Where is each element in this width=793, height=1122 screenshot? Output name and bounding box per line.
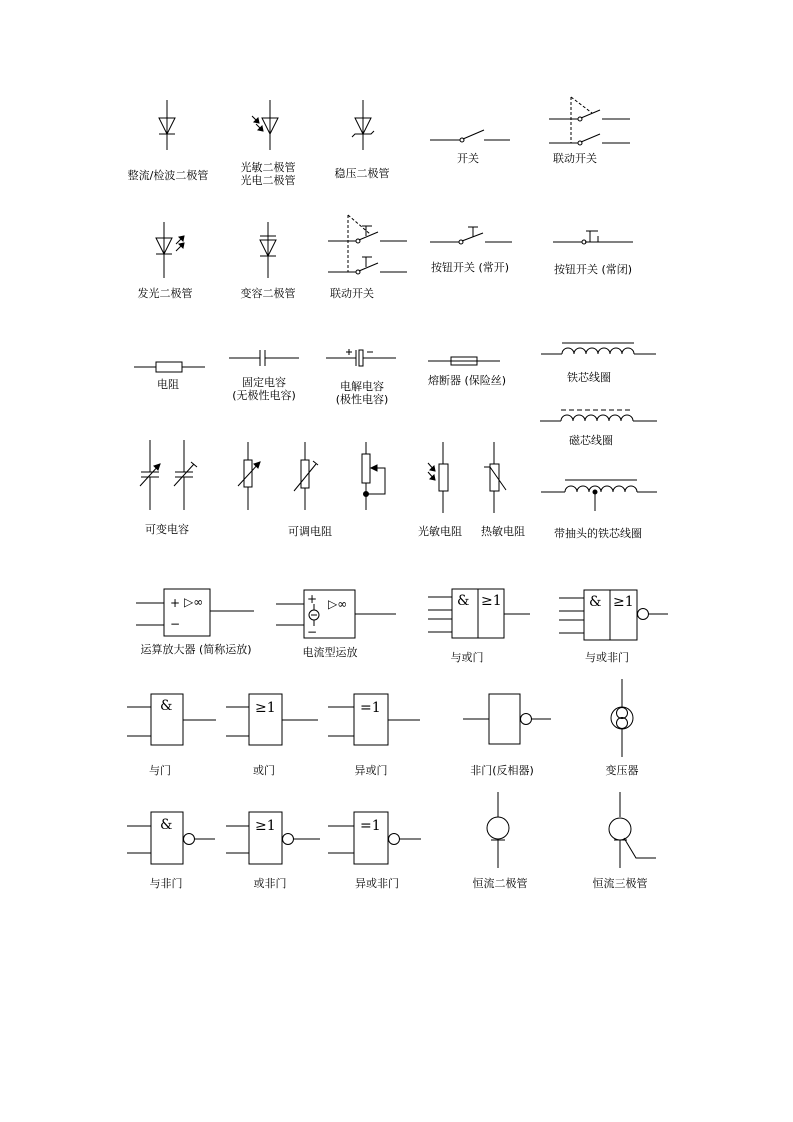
or-gate-glyph: ≥1	[255, 700, 276, 716]
zener-diode-symbol	[352, 100, 374, 150]
iron-core-coil-label: 铁芯线圈	[567, 371, 611, 384]
magnetic-core-coil-label: 磁芯线圈	[569, 434, 613, 447]
electrolytic-capacitor-label-2: (极性电容)	[335, 393, 389, 406]
led-label: 发光二极管	[137, 287, 193, 300]
current-opamp-triangle-infinity: ▷∞	[328, 597, 348, 611]
current-opamp-label: 电流型运放	[302, 646, 358, 659]
nand-gate-glyph: &	[160, 817, 173, 833]
current-diode-label: 恒流二极管	[472, 877, 528, 890]
and-or-gate-and-glyph: &	[457, 593, 470, 609]
and-or-gate-or-glyph: ≥1	[481, 593, 502, 609]
switch-symbol	[430, 130, 510, 142]
xnor-gate-glyph: =1	[360, 818, 381, 834]
fuse-symbol	[428, 357, 500, 365]
electrolytic-capacitor-symbol	[326, 349, 396, 366]
adjustable-resistor-symbols	[238, 442, 385, 510]
not-gate-label: 非门(反相器)	[470, 764, 534, 777]
thermistor-label: 热敏电阻	[481, 525, 525, 538]
variable-capacitor-label: 可变电容	[145, 523, 189, 536]
nand-gate-label: 与非门	[149, 877, 183, 890]
current-triode-symbol	[609, 792, 656, 868]
varactor-symbol	[260, 222, 276, 278]
iron-core-coil-symbol	[541, 343, 656, 354]
opamp-minus-sign: −	[170, 617, 181, 631]
transformer-symbol	[611, 679, 633, 757]
nor-gate-label: 或非门	[253, 877, 287, 890]
fixed-capacitor-label-2: (无极性电容)	[232, 389, 296, 402]
linked-switch-label: 联动开关	[553, 152, 597, 165]
tapped-coil-symbol	[541, 480, 657, 511]
current-opamp-minus-sign: −	[307, 625, 318, 639]
and-or-not-gate-and-glyph: &	[589, 594, 602, 610]
xor-gate-glyph: =1	[360, 700, 381, 716]
electrolytic-capacitor-label-1: 电解电容	[340, 380, 384, 393]
fixed-capacitor-label-1: 固定电容	[242, 376, 286, 389]
thermistor-symbol	[484, 442, 506, 513]
variable-capacitor-symbol	[140, 440, 197, 510]
linked-switch-2-label: 联动开关	[330, 287, 374, 300]
adjustable-resistor-label: 可调电阻	[288, 525, 332, 538]
rectifier-diode-label: 整流/检波二极管	[127, 169, 209, 182]
opamp-plus-sign: +	[170, 596, 181, 610]
push-switch-no-label: 按钮开关 (常开)	[430, 261, 510, 274]
linked-switch-2-symbol	[328, 215, 407, 274]
photo-diode-label-1: 光敏二极管	[240, 161, 296, 174]
linked-switch-symbol	[549, 97, 630, 145]
opamp-label: 运算放大器 (简称运放)	[140, 643, 252, 656]
nor-gate-glyph: ≥1	[255, 818, 276, 834]
photo-resistor-label: 光敏电阻	[418, 525, 462, 538]
and-or-gate-label: 与或门	[450, 651, 484, 664]
magnetic-core-coil-symbol	[540, 410, 657, 421]
zener-diode-label: 稳压二极管	[334, 167, 390, 180]
xnor-gate-label: 异或非门	[355, 877, 399, 890]
xor-gate-label: 异或门	[354, 764, 388, 777]
photo-diode-symbol	[252, 100, 278, 150]
resistor-symbol	[134, 362, 205, 372]
resistor-label: 电阻	[157, 378, 179, 391]
current-opamp-plus-sign: +	[307, 592, 318, 606]
fixed-capacitor-symbol	[229, 350, 299, 366]
varactor-label: 变容二极管	[240, 287, 296, 300]
not-gate-symbol	[463, 694, 551, 744]
push-switch-nc-symbol	[553, 231, 633, 244]
push-switch-no-symbol	[430, 227, 512, 244]
fuse-label: 熔断器 (保险丝)	[427, 374, 507, 387]
current-triode-label: 恒流三极管	[592, 877, 648, 890]
and-or-not-gate-or-glyph: ≥1	[613, 594, 634, 610]
push-switch-nc-label: 按钮开关 (常闭)	[553, 263, 633, 276]
transformer-label: 变压器	[605, 764, 639, 777]
or-gate-label: 或门	[253, 764, 275, 777]
led-symbol	[156, 222, 184, 278]
switch-label: 开关	[457, 152, 479, 165]
and-gate-label: 与门	[149, 764, 171, 777]
photo-diode-label-2: 光电二极管	[240, 174, 296, 187]
opamp-triangle-infinity: ▷∞	[184, 595, 204, 609]
and-gate-glyph: &	[160, 698, 173, 714]
and-or-not-gate-label: 与或非门	[585, 651, 629, 664]
photo-resistor-symbol	[428, 442, 448, 513]
and-or-gate-symbol	[428, 589, 530, 638]
tapped-coil-label: 带抽头的铁芯线圈	[554, 527, 642, 540]
rectifier-diode-symbol	[159, 100, 175, 150]
current-diode-symbol	[487, 792, 509, 868]
